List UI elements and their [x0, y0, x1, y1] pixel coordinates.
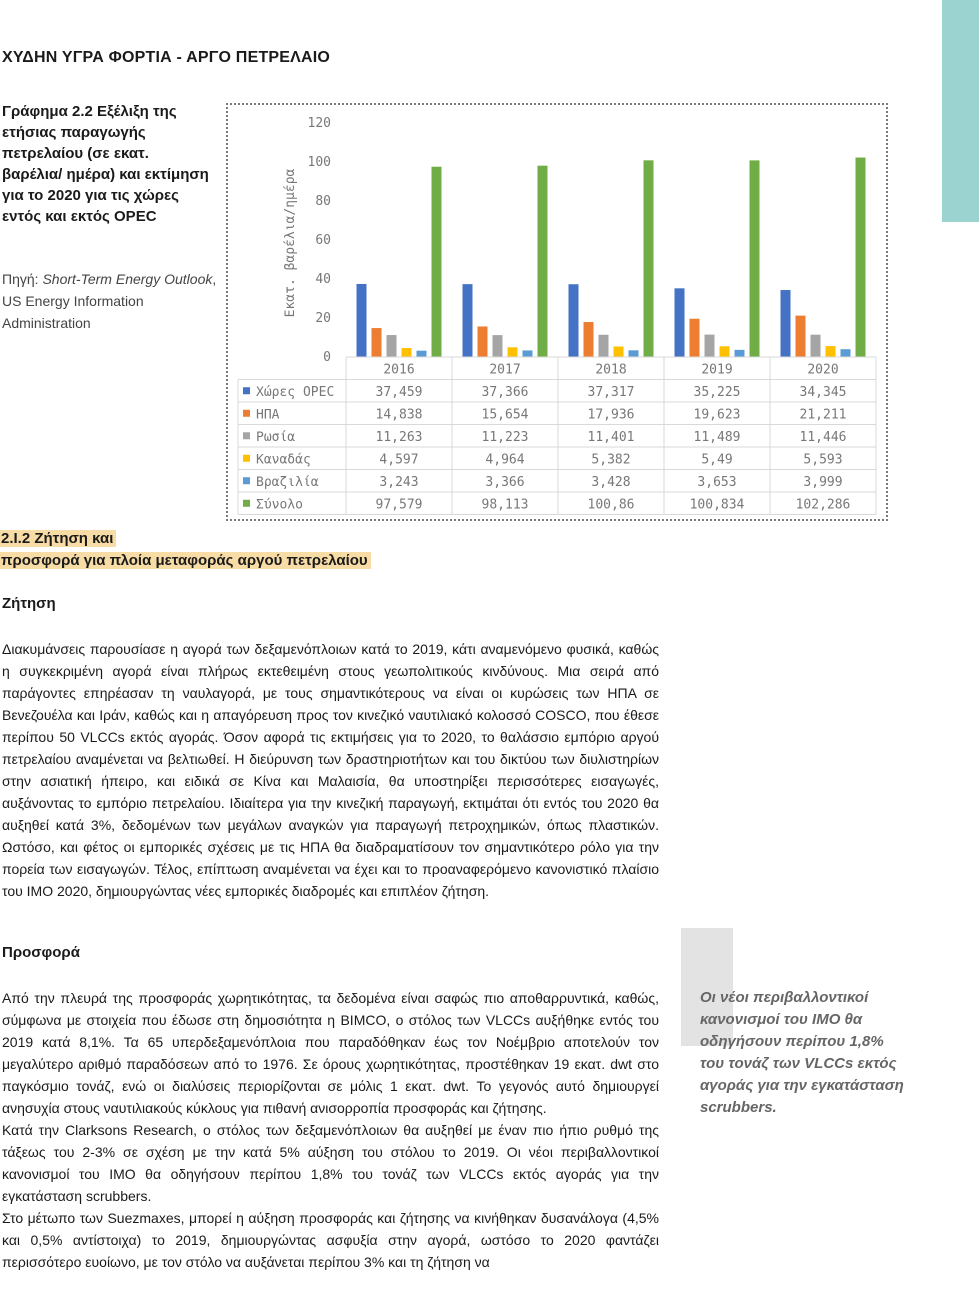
bar-1-4 — [523, 350, 533, 357]
legend-key-3 — [243, 455, 250, 462]
category-label: 2020 — [807, 362, 839, 378]
pullquote: Οι νέοι περιβαλλοντικοί κανονισμοί του IMO θα οδηγήσουν περίπου 1,8% του τονάζ των VLCCs εκτός αγοράς για την εγκατάσταση scrubbers. — [700, 989, 904, 1116]
legend-key-4 — [243, 477, 250, 484]
table-value: 35,225 — [693, 385, 741, 400]
bar-1-5 — [538, 166, 548, 357]
source-prefix: Πηγή: — [2, 271, 43, 287]
category-label: 2016 — [383, 362, 415, 378]
table-value: 5,382 — [591, 452, 631, 468]
bar-3-5 — [750, 160, 760, 357]
supply-paragraph-3: Στο μέτωπο των Suezmaxes, μπορεί η αύξηση προσφοράς και ζήτησης να κινήθηκαν δυσανάλογα (4,5% και 0,5% αντίστοιχα) το 2019, δημιουργώντας ασφυξία στην αγορά, ωστόσο το 2020 φαντάζει περισσότερο ευοίωνο, με τον στόλο να αυξάνεται περίπου 3% και τη ζήτηση να — [2, 1210, 659, 1270]
chart-frame — [226, 103, 888, 521]
category-label: 2019 — [701, 362, 733, 378]
table-value: 100,834 — [689, 497, 745, 513]
bar-0-5 — [432, 167, 442, 357]
chapter-tab — [942, 0, 979, 222]
table-value: 3,366 — [485, 475, 525, 490]
bar-1-0 — [463, 284, 473, 357]
production-chart — [228, 105, 886, 519]
table-value: 19,623 — [693, 407, 741, 423]
bar-2-0 — [569, 284, 579, 357]
supply-paragraph-2: Κατά την Clarksons Research, ο στόλος των δεξαμενόπλοιων θα αυξηθεί με έναν πιο ήπιο ρυθμό της τάξεως του 2-3% σε σχέση με την κατά 5% αύξηση του στόλου το 2019. Οι νέοι περιβαλλοντικοί κανονισμοί του IMO θα οδηγήσουν περίπου 1,8% του τονάζ των VLCCs εκτός αγοράς για την εγκατάσταση scrubbers. — [2, 1122, 659, 1204]
bar-4-2 — [811, 335, 821, 357]
bar-4-4 — [841, 349, 851, 357]
bar-2-4 — [629, 350, 639, 357]
section-title: ΧΥΔΗΝ ΥΓΡΑ ΦΟΡΤΙΑ - ΑΡΓΟ ΠΕΤΡΕΛΑΙΟ — [2, 49, 331, 66]
table-value: 102,286 — [795, 497, 851, 513]
bar-1-1 — [478, 326, 488, 357]
bar-4-1 — [796, 316, 806, 357]
table-value: 5,49 — [701, 452, 733, 468]
legend-key-0 — [243, 387, 250, 394]
source-title: Short-Term Energy Outlook — [42, 271, 213, 287]
supply-paragraph-1: Από την πλευρά της προσφοράς χωρητικότητας, τα δεδομένα είναι σαφώς πιο αποθαρρυντικά, καθώς, σύμφωνα με στοιχεία που έδωσε στη δημοσιότητα η BIMCO, ο στόλος των VLCCs αυξήθηκε εντός του 2019 κατά 8,1%. Τα 65 υπερδεξαμενόπλοια που παραδόθηκαν έως τον Νοέμβριο αποτελούν τον μεγαλύτερο αριθμό παραδόσεων από το 1976. Σε όρους χωρητικότητας, προστέθηκαν 19 εκατ. dwt στο παγκόσμιο τονάζ, ενώ οι διαλύσεις περιορίζονται σε μόλις 1 εκατ. dwt. Το γεγονός αυτό δημιουργεί ανησυχία στους ναυτιλιακούς κύκλους για πιθανή ανισορροπία προσφοράς και ζήτησης. — [2, 990, 659, 1116]
table-value: 4,964 — [485, 452, 525, 468]
demand-heading: Ζήτηση — [2, 595, 56, 612]
subsection-heading — [0, 528, 371, 572]
table-value: 97,579 — [375, 497, 423, 513]
table-value: 3,428 — [591, 475, 631, 490]
bar-2-2 — [599, 335, 609, 357]
y-tick-label: 20 — [315, 311, 331, 326]
table-value: 11,223 — [481, 430, 529, 445]
table-value: 34,345 — [799, 385, 847, 400]
demand-paragraph: Διακυμάνσεις παρουσίασε η αγορά των δεξαμενόπλοιων κατά το 2019, κάτι αναμενόμενο φυσικά, καθώς η συγκεκριμένη αγορά είναι πλήρως εκτεθειμένη στους γεωπολιτικούς κινδύνους. Μια σειρά από παράγοντες επηρέασαν τη ναυλαγορά, με τους σημαντικότερους να είναι οι κυρώσεις των ΗΠΑ σε Βενεζουέλα και Ιράν, καθώς και η απαγόρευση προς τον κινεζικό ναυτιλιακό κολοσσό COSCO, που έθεσε περίπου 50 VLCCs εκτός αγοράς. Όσον αφορά τις εκτιμήσεις για το 2020, το θαλάσσιο εμπόριο αργού πετρελαίου αναμένεται να βελτιωθεί. Η διεύρυνση των δραστηριοτήτων και του δικτύου των διυλιστηρίων στην ασιατική ήπειρο, και ειδικά σε Κίνα και Μαλαισία, θα υποστηρίξει περισσότερες εισαγωγές, αυξάνοντας το εμπόριο πετρελαίου. Ιδιαίτερα για την κινεζική παραγωγή, εκτιμάται ότι εντός του 2020 θα αυξηθεί κατά 3%, δεδομένων των μεγάλων αναγκών για παραγωγή πετροχημικών, όπως πλαστικών. Ωστόσο, και φέτος οι εμπορικές σχέσεις με τις ΗΠΑ θα διαδραματίσουν τον σημαντικότερο ρόλο για την πορεία των εισαγωγών. Τέλος, επίπτωση αναμένεται να έχει και το προαναφερόμενο κανονιστικό πλαίσιο του IMO 2020, δημιουργώντας νέες εμπορικές διαδρομές και επιπλέον ζήτηση. — [2, 641, 659, 899]
bar-4-0 — [781, 290, 791, 357]
table-value: 14,838 — [375, 407, 423, 423]
bar-0-0 — [357, 284, 367, 357]
table-value: 11,401 — [587, 430, 635, 445]
bar-2-1 — [584, 322, 594, 357]
table-value: 11,489 — [693, 430, 741, 445]
bar-0-4 — [417, 351, 427, 357]
table-value: 4,597 — [379, 452, 419, 468]
y-tick-label: 120 — [307, 116, 331, 131]
table-value: 3,999 — [803, 475, 843, 490]
bar-3-2 — [705, 335, 715, 357]
legend-label: Ρωσία — [256, 430, 296, 445]
table-value: 37,366 — [481, 385, 529, 400]
bar-0-3 — [402, 348, 412, 357]
legend-label: Σύνολο — [256, 497, 303, 513]
legend-label: ΗΠΑ — [256, 407, 280, 423]
category-label: 2018 — [595, 362, 627, 378]
y-tick-label: 80 — [315, 194, 331, 209]
bar-2-5 — [644, 160, 654, 357]
bar-4-3 — [826, 346, 836, 357]
source-publisher: , US Energy Information Administration — [2, 271, 217, 331]
table-value: 37,317 — [587, 385, 635, 400]
supply-body — [2, 987, 659, 1273]
demand-body — [2, 638, 659, 902]
y-tick-label: 0 — [323, 350, 331, 365]
y-tick-label: 60 — [315, 233, 331, 248]
legend-key-1 — [243, 410, 250, 417]
y-tick-label: 40 — [315, 272, 331, 287]
legend-label: Καναδάς — [256, 452, 311, 468]
bar-3-4 — [735, 350, 745, 357]
legend-label: Χώρες OPEC — [256, 385, 335, 400]
bar-1-3 — [508, 347, 518, 357]
bar-3-0 — [675, 288, 685, 357]
y-tick-label: 100 — [307, 155, 331, 170]
bar-1-2 — [493, 335, 503, 357]
bar-0-1 — [372, 328, 382, 357]
figure-source — [2, 268, 217, 334]
figure-caption: Γράφημα 2.2 Εξέλιξη της ετήσιας παραγωγής πετρελαίου (σε εκατ. βαρέλια/ ημέρα) και εκτίμηση για το 2020 για τις χώρες εντός και εκτός OPEC — [2, 103, 209, 225]
bar-0-2 — [387, 335, 397, 357]
table-value: 15,654 — [481, 407, 529, 423]
bar-4-5 — [856, 158, 866, 357]
table-value: 11,263 — [375, 430, 423, 445]
bar-3-3 — [720, 346, 730, 357]
table-value: 5,593 — [803, 452, 843, 468]
supply-heading: Προσφορά — [2, 944, 80, 961]
bar-3-1 — [690, 319, 700, 357]
table-value: 21,211 — [799, 407, 847, 423]
table-value: 11,446 — [799, 430, 847, 445]
bar-2-3 — [614, 347, 624, 357]
subsection-heading-line1: 2.Ι.2 Ζήτηση και — [0, 530, 116, 547]
category-label: 2017 — [489, 362, 521, 378]
legend-key-2 — [243, 432, 250, 439]
table-value: 3,653 — [697, 475, 737, 490]
table-value: 98,113 — [481, 497, 529, 513]
y-axis-label: Εκατ. βαρέλια/ημέρα — [283, 168, 298, 318]
legend-key-5 — [243, 500, 250, 507]
table-value: 17,936 — [587, 407, 635, 423]
subsection-heading-line2: προσφορά για πλοία μεταφοράς αργού πετρελαίου — [0, 552, 371, 569]
table-value: 100,86 — [587, 497, 635, 513]
legend-label: Βραζιλία — [256, 475, 319, 490]
table-value: 37,459 — [375, 385, 423, 400]
table-value: 3,243 — [379, 475, 419, 490]
